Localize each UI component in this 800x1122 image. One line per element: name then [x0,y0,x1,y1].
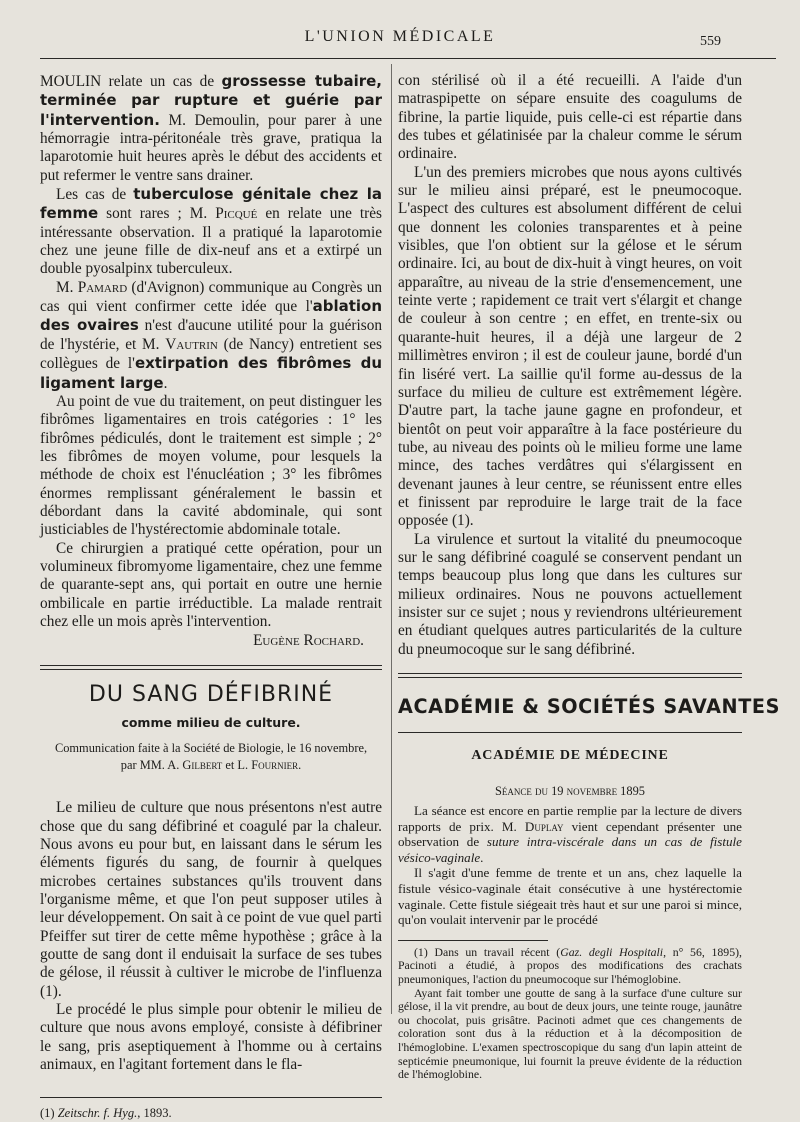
footnote-experience: Ayant fait tomber une goutte de sang à la surface d'une culture sur gélose, il la vit prendre, au bout de deux jours, une teinte rouge, jaunâtre ou chocolat, puis grisâtre. Pacinoti admet que ces changements de coloration sont dus à la réduction et à la décomposition de l'hémoglobine. L'examen spectroscopique du sang d'un lapin atteint de septicémie pneumonique, lui fournit la preuve évidente de la réduction de l'hémoglobine. [398,985,742,1082]
paragraph-matras: con stérilisé où il a été recueilli. A l'aide d'un matraspipette on sépare ensuite des coagulums de fibrine, la partie liquide, puis celle-ci est répartie dans des tubes et gélatinisée par la chaleur comme le sérum ordinaire. [398,72,742,163]
section-banner: ACADÉMIE & SOCIÉTÉS SAVANTES [398,695,781,718]
footnote-zeitschr: (1) Zeitschr. f. Hyg., 1893. [40,1105,172,1120]
section-double-rule [398,673,742,678]
section-communication-note: Communication faite à la Société de Biologie, le 16 novembre, par MM. A. Gilbert et L. Fournier. [54,741,368,772]
paragraph-tuberculose: Les cas de tuberculose génitale chez la femme sont rares ; M. Picqué en relate une très intéressante observation. Il a pratiqué la laparotomie chez une jeune fille de dix-neuf ans et a extirpé un double pyosalpinx tuberculeux. [40,185,382,278]
notes-rule [398,940,548,941]
paragraph-pneumocoque: L'un des premiers microbes que nous ayons cultivés sur le milieu ainsi préparé, est le pneumocoque. L'aspect des cultures est absolument différent de celui que donnent les colonies transparentes et à peine visibles, que l'on obtient sur la gélose et le sérum ordinaire. Ici, au bout de dix-huit à vingt heures, on voit apparaître, au niveau de la strie d'ensemencement, une teinte verte ; rapidement ce trait vert s'élargit et change de couleur à son centre ; en effet, en trente-six ou quarante-huit heures, il a déjà une largeur de 2 millimètres environ ; il est de couleur jaune, bordé d'un fin liséré vert. La saillie qu'il forme au-dessus de la surface du milieu de culture est extrêmement légère. D'autre part, la tache jaune gagne en profondeur, et bientôt on peut voir apparaître à la face postérieure du tube, au niveau des points où le milieu forme une lame mince, des taches verdâtres qui s'élargissent en devenant jaunes à leur centre, se réunissent entre elles et finissent par reproduire le large trait de la face opposée (1). [398,163,742,530]
paragraph-milieu: Le milieu de culture que nous présentons n'est autre chose que du sang défibriné et coagulé par la chaleur. Nous avons eu pour but, en laissant dans le sérum les éléments figurés du sang, de fournir à quelques microbes certaines substances qu'ils trouvent dans l'organisme même, et que l'on peut supposer utiles à leur développement. On sait à ce point de vue quel parti Pfeiffer sut tirer de cette même hypothèse ; grâce à la goutte de sang dont il enduisait la surface de ses tubes de gélose, il réussit à cultiver le microbe de l'influenza (1). [40,799,382,1000]
journal-title: L'UNION MÉDICALE [304,28,496,45]
header-rule [40,58,776,59]
paragraph-demoulin: MOULIN relate un cas de grossesse tubaire, terminée par rupture et guérie par l'intervention. M. Demoulin, pour parer à une hémorragie intra-péritonéale très grave, pratiqua la laparotomie huit heures après le début des accidents et put refermer le ventre sans drainer. [40,72,382,184]
footnote-pacinoti: (1) Dans un travail récent (Gaz. degli Hospitali, n° 56, 1895), Pacinoti a étudié, à propos des modifications des crachats pneumoniques, l'action du pneumocoque sur l'hémoglobine. [398,944,742,986]
paragraph-procede: Le procédé le plus simple pour obtenir le milieu de culture que nous avons employé, consiste à défibriner le sang, pris aseptiquement à l'homme ou à certains animaux, en l'agitant fortement dans le fla- [40,1001,382,1074]
running-head [0,28,800,50]
left-column [40,72,382,1122]
page-number: 559 [700,34,721,49]
academie-heading: ACADÉMIE DE MÉDECINE [471,748,669,764]
paragraph-pamard: M. Pamard (d'Avignon) communique au Congrès un cas qui vient confirmer cette idée que l'ablation des ovaires n'est d'aucune utilité pour la guérison de l'hystérie, et M. Vautrin (de Nancy) entretient ses collègues de l'extirpation des fibrômes du ligament large. [40,278,382,392]
section-double-rule [40,665,382,670]
footnote-rule [40,1097,382,1098]
seance-date: Séance du 19 novembre 1895 [495,783,645,798]
paragraph-virulence: La virulence et surtout la vitalité du pneumocoque sur le sang défibriné coagulé se conservent pendant un temps beaucoup plus long que dans les cultures sur milieux ordinaires. Nous ne pouvons actuellement insister sur ce sujet ; nous y reviendrons ultérieurement en étudiant quelques autres particularités de la culture du pneumocoque sur le sang défibriné. [398,530,742,658]
section-subtitle: comme milieu de culture. [121,715,301,730]
paragraph-fistule: Il s'agit d'une femme de trente et un ans, chez laquelle la fistule vésico-vaginale était consécutive à une hystérectomie vaginale. Cette fistule siégeait très haut et sur une paroi si mince, qu'on voulait intervenir par le procédé [398,865,742,928]
author-signature: Eugène Rochard. [253,632,364,650]
banner-rule [398,732,742,733]
paragraph-traitement: Au point de vue du traitement, on peut distinguer les fibrômes ligamentaires en trois catégories : 1° les fibrômes pédiculés, dont le traitement est simple ; 2° les fibrômes de moyen volume, pour lesquels la méthode de choix est l'énucléation ; 3° les fibrômes énormes remplissant généralement le bassin et débordant dans la cavité abdominale, qui sont justiciables de l'hystérectomie abdominale totale. [40,392,382,539]
paragraph-duplay: La séance est encore en partie remplie par la lecture de divers rapports de prix. M. Duplay vient cependant présenter une observation de suture intra-viscérale dans un cas de fistule vésico-vaginale. [398,803,742,865]
paragraph-operation: Ce chirurgien a pratiqué cette opération, pour un volumineux fibromyome ligamentaire, chez une femme de quarante-sept ans, qui portait en outre une hernie ombilicale en partie irréductible. La malade rentrait chez elle un mois après l'intervention. [40,539,382,630]
column-divider [391,64,392,1014]
right-column [398,72,781,1082]
section-title: DU SANG DÉFIBRINÉ [88,681,334,707]
seance-report [398,803,742,928]
footnotes [398,946,742,1082]
